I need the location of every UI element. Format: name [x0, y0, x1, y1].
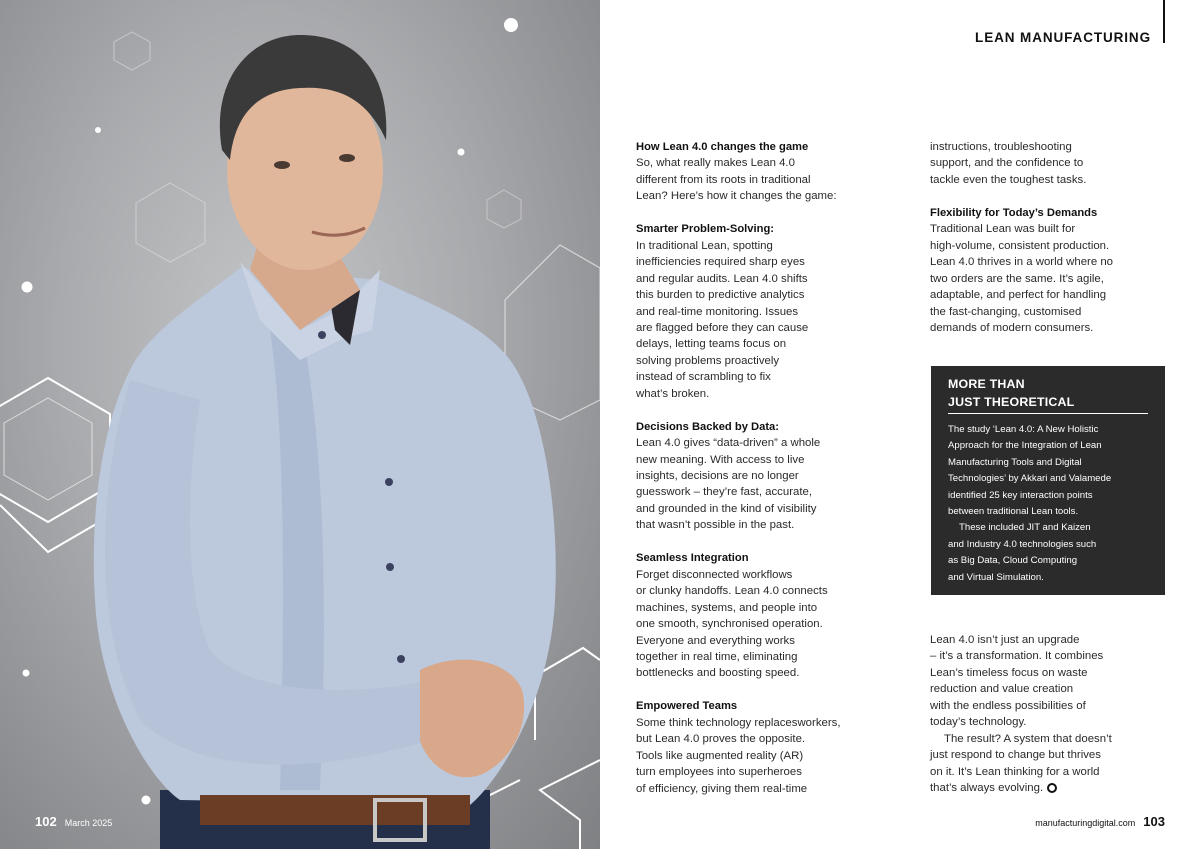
- empowered-paragraph: [636, 715, 872, 797]
- text-line: together in real time, eliminating: [636, 651, 798, 663]
- intro-heading: How Lean 4.0 changes the game: [636, 141, 809, 153]
- problem-solving-paragraph: [636, 238, 872, 403]
- section-label: LEAN MANUFACTURING: [975, 30, 1151, 45]
- text-line: what’s broken.: [636, 387, 710, 400]
- text-line: Lean 4.0 isn’t just an upgrade: [930, 634, 1080, 646]
- text-line: Lean’s timeless focus on waste: [930, 666, 1088, 679]
- sidebar-box: [931, 366, 1165, 595]
- sidebar-line: as Big Data, Cloud Computing: [948, 555, 1078, 567]
- text-line: just respond to change but thrives: [930, 749, 1101, 762]
- text-line: the fast-changing, customised: [930, 305, 1082, 318]
- sidebar-line: Approach for the Integration of Lean: [948, 440, 1102, 452]
- left-page-number: 102: [35, 814, 57, 829]
- portrait-figure: [94, 35, 556, 849]
- text-line: or clunky handoffs. Lean 4.0 connects: [636, 585, 828, 598]
- sidebar-body: [948, 422, 1149, 586]
- flexibility-heading: Flexibility for Today’s Demands: [930, 206, 1098, 219]
- text-line: – it’s a transformation. It combines: [930, 650, 1104, 663]
- text-line: Lean 4.0 thrives in a world where no: [930, 256, 1113, 269]
- text-line: guesswork – they’re fast, accurate,: [636, 486, 813, 499]
- text-line: different from its roots in traditional: [636, 173, 811, 186]
- text-line: Forget disconnected workflows: [636, 568, 793, 581]
- section-rule: [1163, 0, 1165, 43]
- sidebar-line: The study ‘Lean 4.0: A New Holistic: [948, 424, 1099, 435]
- sidebar-line: Manufacturing Tools and Digital: [948, 456, 1082, 468]
- end-of-article-icon: [1047, 783, 1057, 793]
- article-column-2-conclusion: [930, 632, 1166, 797]
- sidebar-line: Technologies’ by Akkari and Valamede: [948, 473, 1112, 485]
- text-line: and regular audits. Lean 4.0 shifts: [636, 272, 808, 285]
- text-line: insights, decisions are no longer: [636, 470, 799, 483]
- article-column-2: [930, 139, 1166, 336]
- text-line: Tools like augmented reality (AR): [636, 749, 804, 762]
- text-line: and grounded in the kind of visibility: [636, 502, 817, 515]
- text-line: In traditional Lean, spotting: [636, 239, 773, 252]
- text-line: reduction and value creation: [930, 683, 1074, 696]
- decisions-heading: Decisions Backed by Data:: [636, 420, 780, 433]
- sidebar-line: identified 25 key interaction points: [948, 489, 1093, 501]
- text-line: with the endless possibilities of: [930, 699, 1086, 712]
- issue-date: March 2025: [64, 818, 113, 828]
- text-line: are flagged before they can cause: [636, 321, 809, 334]
- result-paragraph: [930, 731, 1166, 797]
- sidebar-line: and Industry 4.0 technologies such: [948, 538, 1097, 550]
- decisions-paragraph: [636, 435, 872, 534]
- text-line: adaptable, and perfect for handling: [930, 289, 1107, 302]
- text-line: of efficiency, giving them real-time: [636, 782, 808, 795]
- text-line: high-volume, consistent production.: [930, 239, 1110, 252]
- text-line: [930, 780, 1166, 796]
- text-line: but Lean 4.0 proves the opposite.: [636, 733, 806, 746]
- continuation-paragraph: [930, 139, 1166, 188]
- text-line: machines, systems, and people into: [636, 601, 818, 614]
- text-line: The result? A system that doesn’t: [944, 732, 1112, 745]
- text-line: this burden to predictive analytics: [636, 289, 805, 302]
- text-line: Traditional Lean was built for: [930, 223, 1076, 236]
- text-line: that wasn’t possible in the past.: [636, 519, 795, 532]
- text-line: Lean? Here’s how it changes the game:: [636, 190, 837, 203]
- website-url: manufacturingdigital.com: [1035, 818, 1136, 828]
- right-page-number: 103: [1143, 814, 1165, 829]
- text-line: and real-time monitoring. Issues: [636, 305, 799, 318]
- conclusion-paragraph: [930, 632, 1166, 731]
- sidebar-line: between traditional Lean tools.: [948, 506, 1079, 518]
- text-line: turn employees into superheroes: [636, 766, 802, 779]
- text-line: So, what really makes Lean 4.0: [636, 157, 795, 170]
- text-line: two orders are the same. It’s agile,: [930, 272, 1104, 285]
- text-line: demands of modern consumers.: [930, 321, 1094, 334]
- sidebar-rule: [948, 413, 1148, 414]
- text-line: instructions, troubleshooting: [930, 141, 1072, 153]
- text-line: delays, letting teams focus on: [636, 338, 787, 351]
- text-line: instead of scrambling to fix: [636, 371, 771, 384]
- empowered-heading: Empowered Teams: [636, 700, 738, 713]
- text-line: on it. It’s Lean thinking for a world: [930, 765, 1100, 778]
- text-line: bottlenecks and boosting speed.: [636, 667, 800, 680]
- text-line: support, and the confidence to: [930, 157, 1084, 170]
- text-line: Some think technology replacesworkers,: [636, 716, 841, 729]
- intro-paragraph: [636, 155, 872, 204]
- right-page: [600, 0, 1200, 849]
- text-line: one smooth, synchronised operation.: [636, 618, 823, 631]
- sidebar-title-line: JUST THEORETICAL: [948, 395, 1075, 409]
- integration-paragraph: [636, 567, 872, 682]
- right-folio: [1035, 814, 1165, 829]
- flexibility-paragraph: [930, 221, 1166, 336]
- sidebar-title: [948, 375, 1149, 411]
- sidebar-line: These included JIT and Kaizen: [959, 522, 1091, 534]
- text-line: Everyone and everything works: [636, 634, 795, 647]
- text-line: inefficiencies required sharp eyes: [636, 256, 805, 269]
- article-column-1: [636, 139, 872, 797]
- left-folio: [35, 814, 112, 829]
- integration-heading: Seamless Integration: [636, 552, 749, 565]
- text-line: solving problems proactively: [636, 354, 780, 367]
- text-line: tackle even the toughest tasks.: [930, 173, 1087, 186]
- problem-solving-heading: Smarter Problem-Solving:: [636, 223, 775, 236]
- text-line: Lean 4.0 gives “data-driven” a whole: [636, 437, 821, 450]
- text-line: new meaning. With access to live: [636, 453, 805, 466]
- text-line: today’s technology.: [930, 716, 1027, 729]
- sidebar-title-line: MORE THAN: [948, 377, 1025, 391]
- sidebar-line: and Virtual Simulation.: [948, 571, 1044, 583]
- text-line-final: that’s always evolving.: [930, 782, 1044, 795]
